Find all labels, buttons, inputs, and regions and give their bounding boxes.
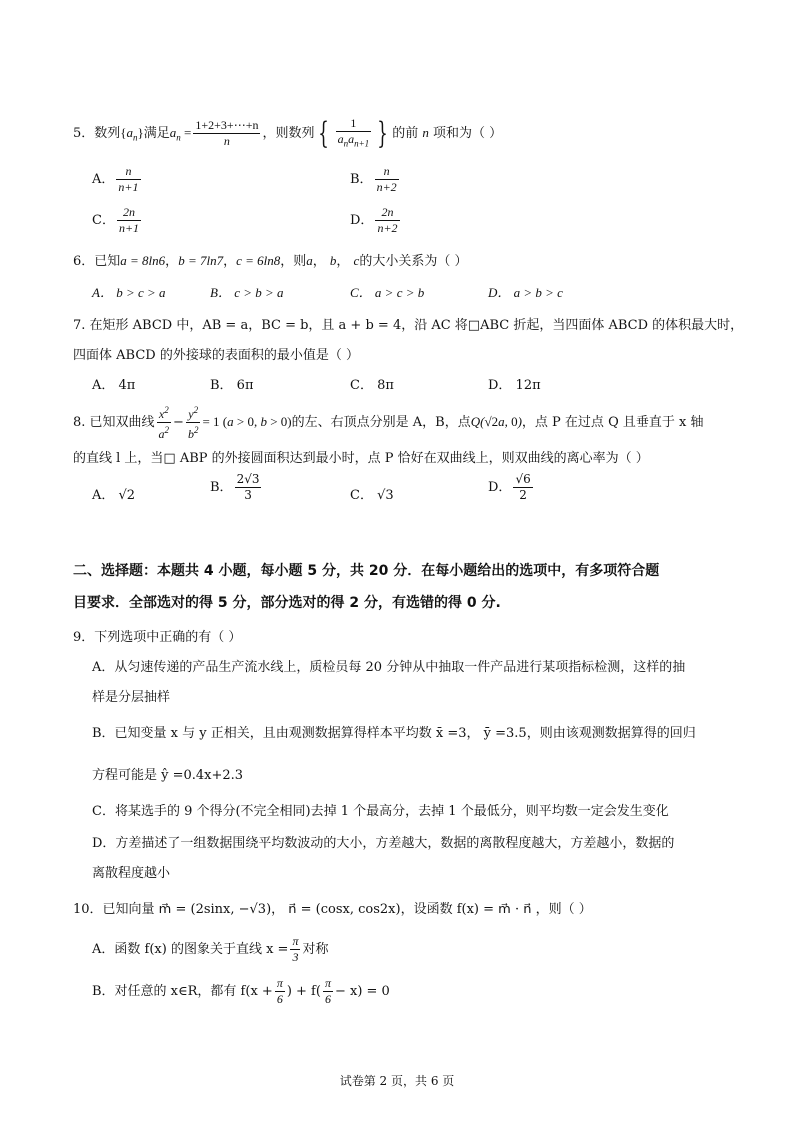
q5-option-b[interactable]: B． $\frac{n}{n+2}$ bbox=[350, 164, 397, 194]
q5-option-d[interactable]: D． $\frac{2n}{n+2}$ bbox=[350, 205, 398, 235]
seq-an: $\{a_n\}$ bbox=[120, 125, 144, 143]
q5-option-a[interactable]: A． $\frac{n}{n+1}$ bbox=[92, 164, 139, 194]
page-footer: 试卷第 2 页，共 6 页 bbox=[339, 1074, 455, 1088]
q6-option-d[interactable]: D． a > b > c bbox=[488, 285, 563, 300]
q5-text: 5．数列 bbox=[73, 126, 121, 142]
q5-option-c[interactable]: C． $\frac{2n}{n+1}$ bbox=[92, 205, 140, 235]
q9-option-b-line2: 方程可能是 ŷ =0.4x+2.3 bbox=[92, 768, 244, 783]
q7-line2: 四面体 ABCD 的外接球的表面积的最小值是（ ） bbox=[73, 348, 359, 363]
q7-option-a[interactable]: A． 4π bbox=[92, 378, 136, 393]
q6-option-a[interactable]: A． b > c > a bbox=[92, 285, 166, 300]
q8-line2: 的直线 l 上，当□ ABP 的外接圆面积达到最小时，点 P 恰好在双曲线上，则双曲线的离心率为（ ） bbox=[73, 451, 649, 466]
q10-option-b[interactable]: B．对任意的 x∈R，都有 f(x + $\frac{\pi}{6}$ ) + f( $\frac{\pi}{6}$ − x) = 0 bbox=[92, 976, 390, 1006]
q8-line1: 8. 已知双曲线 $\frac{x^2}{a^2}$ − $\frac{y^2}{b^2}$ = 1 (a > 0, b > 0)的左、右顶点分别是 A，B，点Q(√2a, 0)，点 P 在过点 Q 且垂直于 x 轴 bbox=[73, 405, 704, 441]
q9-option-a-line1[interactable]: A．从匀速传递的产品生产流水线上，质检员每 20 分钟从中抽取一件产品进行某项指标检测，这样的抽 bbox=[92, 660, 686, 675]
q6-stem: 6．已知a = 8ln6，b = 7ln7，c = 6ln8，则a， b， c的大小关系为（ ） bbox=[73, 253, 468, 269]
q10-option-a[interactable]: A．函数 f(x) 的图象关于直线 x = $\frac{\pi}{3}$ 对称 bbox=[92, 934, 329, 964]
q5-stem: 5．数列$\{a_n\}$满足$a_n$ = $\frac{1+2+3+\cdots+n}{n}$ ，则数列 { $\frac{1}{a_na_{n+1}}$ } 的前 n 项和为（ ） bbox=[73, 116, 503, 152]
q10-stem: 10．已知向量 m⃗ = (2sinx, −√3)， n⃗ = (cosx, cos2x)，设函数 f(x) = m⃗ · n⃗ ，则（ ） bbox=[73, 902, 592, 917]
q7-option-b[interactable]: B． 6π bbox=[210, 378, 254, 393]
q8-option-a[interactable]: A． √2 bbox=[92, 488, 136, 503]
section2-heading-line1: 二、选择题：本题共 4 小题，每小题 5 分，共 20 分．在每小题给出的选项中，有多项符合题 bbox=[73, 563, 660, 579]
q9-option-b-line1[interactable]: B．已知变量 x 与 y 正相关，且由观测数据算得样本平均数 x̄ =3， ȳ =3.5，则由该观测数据算得的回归 bbox=[92, 726, 696, 741]
q7-option-d[interactable]: D． 12π bbox=[488, 378, 541, 393]
q9-stem: 9．下列选项中正确的有（ ） bbox=[73, 630, 242, 645]
q7-line1: 7. 在矩形 ABCD 中，AB = a，BC = b，且 a + b = 4，沿 AC 将□ABC 折起，当四面体 ABCD 的体积最大时， bbox=[73, 318, 744, 333]
q9-option-d-line1[interactable]: D．方差描述了一组数据围绕平均数波动的大小，方差越大，数据的离散程度越大，方差越小，数据的 bbox=[92, 836, 675, 851]
q8-option-d[interactable]: D． $\frac{√6}{2}$ bbox=[488, 472, 531, 502]
section2-heading-line2: 目要求．全部选对的得 5 分，部分选对的得 2 分，有选错的得 0 分. bbox=[73, 595, 501, 611]
q9-option-c[interactable]: C．将某选手的 9 个得分(不完全相同)去掉 1 个最高分，去掉 1 个最低分，则平均数一定会发生变化 bbox=[92, 804, 669, 819]
q6-option-b[interactable]: B． c > b > a bbox=[210, 285, 284, 300]
q9-option-a-line2: 样是分层抽样 bbox=[92, 690, 171, 705]
q5-seq-fraction: $\frac{1}{a_na_{n+1}}$ bbox=[337, 116, 370, 149]
q9-option-d-line2: 离散程度越小 bbox=[92, 866, 171, 881]
q7-option-c[interactable]: C． 8π bbox=[350, 378, 394, 393]
q6-option-c[interactable]: C． a > c > b bbox=[350, 285, 425, 300]
q8-option-b[interactable]: B． $\frac{2√3}{3}$ bbox=[210, 472, 260, 502]
q5-fraction: $\frac{1+2+3+\cdots+n}{n}$ bbox=[195, 118, 259, 149]
q8-option-c[interactable]: C． √3 bbox=[350, 488, 394, 503]
